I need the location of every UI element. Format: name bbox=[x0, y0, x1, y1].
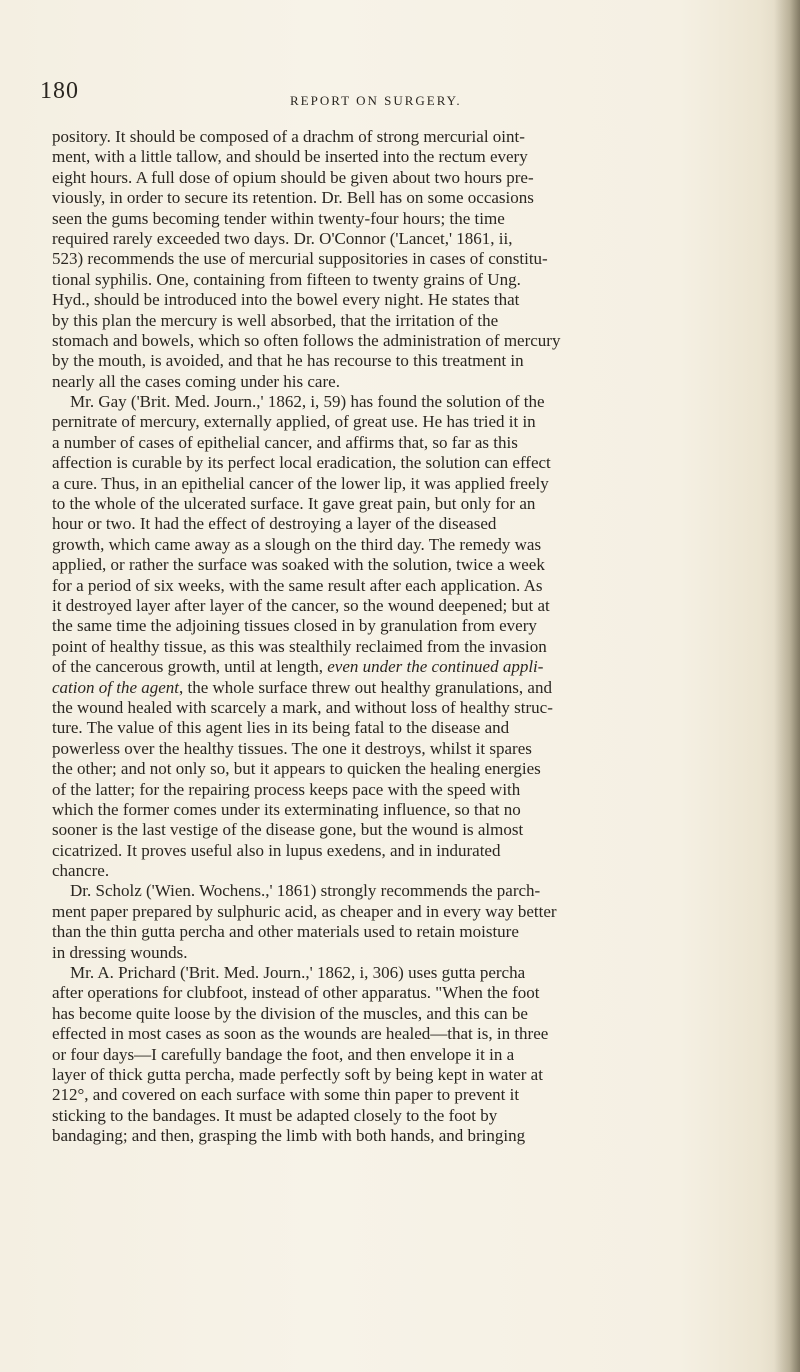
text-line: seen the gums becoming tender within twenty-four hours; the time bbox=[52, 208, 505, 228]
text-line: for a period of six weeks, with the same result after each application. As bbox=[52, 575, 543, 595]
text-line: ment paper prepared by sulphuric acid, as cheaper and in every way better bbox=[52, 901, 557, 921]
text-line: ment, with a little tallow, and should be inserted into the rectum every bbox=[52, 147, 528, 167]
text-line: pository. It should be composed of a drachm of strong mercurial oint- bbox=[52, 127, 525, 146]
text-line: powerless over the healthy tissues. The one it destroys, whilst it spares bbox=[52, 738, 532, 758]
text-line: which the former comes under its exterminating influence, so that no bbox=[52, 799, 521, 819]
text-line: by the mouth, is avoided, and that he has recourse to this treatment in bbox=[52, 351, 524, 371]
text-line: or four days—I carefully bandage the foot, and then envelope it in a bbox=[52, 1044, 515, 1064]
text-line: than the thin gutta percha and other materials used to retain moisture bbox=[52, 922, 519, 942]
text-line: a number of cases of epithelial cancer, and affirms that, so far as this bbox=[52, 432, 518, 452]
text-line: effected in most cases as soon as the wounds are healed—that is, in three bbox=[52, 1024, 549, 1044]
text-line: Mr. Gay ('Brit. Med. Journ.,' 1862, i, 59) has found the solution of the bbox=[70, 392, 545, 412]
text-line: required rarely exceeded two days. Dr. O'Connor ('Lancet,' 1861, ii, bbox=[52, 228, 513, 248]
text-line: of the cancerous growth, until at length, even under the continued appli- bbox=[52, 657, 544, 677]
italic-phrase: even under the continued appli- bbox=[327, 657, 544, 677]
text-line: eight hours. A full dose of opium should be given about two hours pre- bbox=[52, 167, 534, 187]
text-line: viously, in order to secure its retention. Dr. Bell has on some occasions bbox=[52, 188, 534, 208]
text-line: pernitrate of mercury, externally applied, of great use. He has tried it in bbox=[52, 412, 536, 432]
text-line: 212°, and covered on each surface with some thin paper to prevent it bbox=[52, 1085, 520, 1105]
text-line: has become quite loose by the division of the muscles, and this can be bbox=[52, 1003, 528, 1023]
text-line: point of healthy tissue, as this was stealthily reclaimed from the invasion bbox=[52, 636, 547, 656]
running-head: REPORT ON SURGERY. bbox=[290, 93, 462, 108]
text-line: 523) recommends the use of mercurial suppositories in cases of constitu- bbox=[52, 249, 548, 269]
text-line: cation of the agent, the whole surface threw out healthy granulations, and bbox=[52, 677, 552, 697]
text-line: a cure. Thus, in an epithelial cancer of the lower lip, it was applied freely bbox=[52, 473, 549, 493]
text-line: it destroyed layer after layer of the cancer, so the wound deepened; but at bbox=[52, 595, 550, 615]
text-line: nearly all the cases coming under his care. bbox=[52, 371, 340, 391]
text-line: Hyd., should be introduced into the bowel every night. He states that bbox=[52, 290, 520, 310]
text-line: the other; and not only so, but it appears to quicken the healing energies bbox=[52, 759, 541, 779]
text-line: sticking to the bandages. It must be adapted closely to the foot by bbox=[52, 1105, 498, 1125]
text-line: applied, or rather the surface was soaked with the solution, twice a week bbox=[52, 555, 545, 575]
text-line: growth, which came away as a slough on the third day. The remedy was bbox=[52, 534, 542, 554]
text-line: the wound healed with scarcely a mark, and without loss of healthy struc- bbox=[52, 697, 553, 717]
text-line: chancre. bbox=[52, 861, 110, 881]
text-line: by this plan the mercury is well absorbed, that the irritation of the bbox=[52, 310, 499, 330]
text-line: the same time the adjoining tissues closed in by granulation from every bbox=[52, 616, 537, 636]
page-edge-shadow bbox=[774, 0, 800, 1372]
text-line: cicatrized. It proves useful also in lupus exedens, and in indurated bbox=[52, 840, 501, 860]
body-text bbox=[52, 127, 772, 1147]
text-line: in dressing wounds. bbox=[52, 942, 188, 962]
text-line: of the latter; for the repairing process keeps pace with the speed with bbox=[52, 779, 521, 799]
text-line: ture. The value of this agent lies in its being fatal to the disease and bbox=[52, 718, 510, 738]
text-line: Mr. A. Prichard ('Brit. Med. Journ.,' 1862, i, 306) uses gutta percha bbox=[70, 963, 526, 983]
text-line: affection is curable by its perfect local eradication, the solution can effect bbox=[52, 453, 551, 473]
text-line: after operations for clubfoot, instead of other apparatus. "When the foot bbox=[52, 983, 540, 1003]
text-line: hour or two. It had the effect of destroying a layer of the diseased bbox=[52, 514, 497, 534]
italic-phrase: cation of the agent bbox=[52, 677, 180, 697]
text-line: tional syphilis. One, containing from fifteen to twenty grains of Ung. bbox=[52, 269, 521, 289]
page-number: 180 bbox=[40, 78, 79, 104]
text-line: Dr. Scholz ('Wien. Wochens.,' 1861) strongly recommends the parch- bbox=[70, 881, 541, 901]
text-line: sooner is the last vestige of the disease gone, but the wound is almost bbox=[52, 820, 524, 840]
text-line: layer of thick gutta percha, made perfectly soft by being kept in water at bbox=[52, 1064, 543, 1084]
text-line: stomach and bowels, which so often follows the administration of mercury bbox=[52, 330, 561, 350]
text-line: to the whole of the ulcerated surface. It gave great pain, but only for an bbox=[52, 494, 536, 514]
text-line: bandaging; and then, grasping the limb with both hands, and bringing bbox=[52, 1126, 526, 1146]
